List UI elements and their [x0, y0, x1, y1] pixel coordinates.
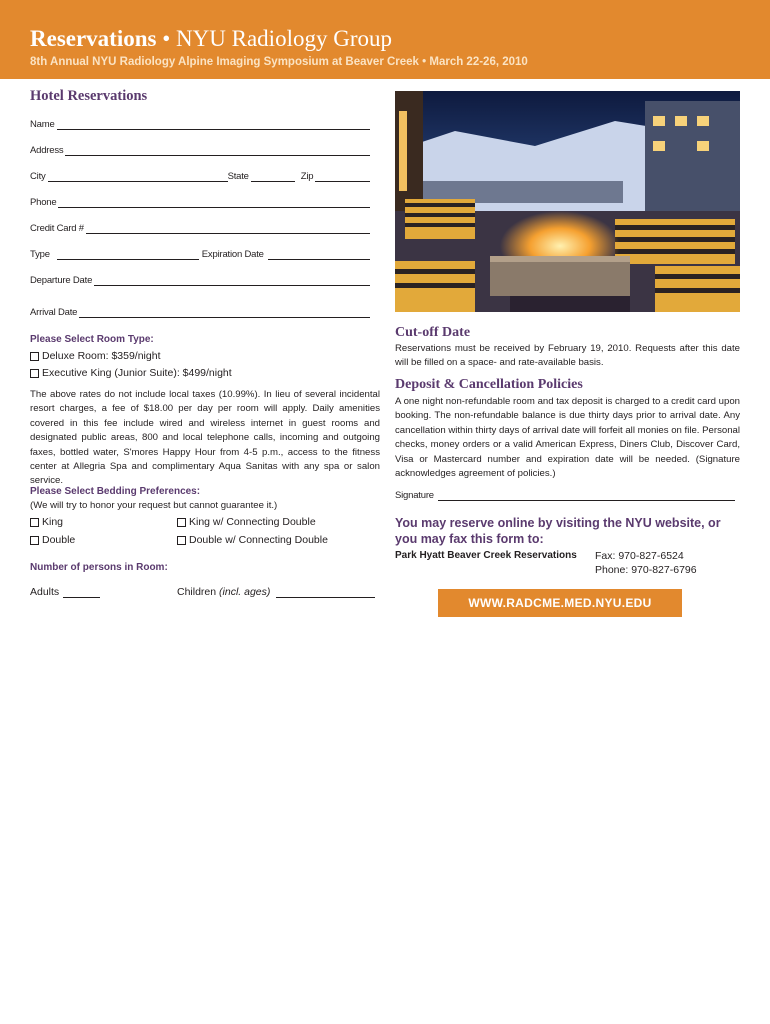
- signature-label: Signature: [395, 490, 434, 501]
- double-connecting-checkbox[interactable]: [177, 534, 328, 546]
- executive-king-checkbox[interactable]: [30, 367, 232, 379]
- type-label: Type: [30, 249, 50, 260]
- double-box[interactable]: [30, 536, 39, 545]
- hotel-name: Park Hyatt Beaver Creek Reservations: [395, 550, 577, 561]
- deposit-title: Deposit & Cancellation Policies: [395, 377, 583, 392]
- phone-label: Phone: [30, 197, 57, 208]
- city-label: City: [30, 171, 46, 182]
- signature-field[interactable]: [395, 487, 735, 501]
- header-band: [0, 0, 770, 79]
- bedding-note: (We will try to honor your request but cannot guarantee it.): [30, 500, 278, 511]
- rates-note: The above rates do not include local taxes (10.99%). In lieu of several incidental resort charges, a fee of $18.00 per day per room will apply. Daily amenities covered in this fee include wired and wireless internet in guest rooms and designated public areas, 800 and local telephone calls, incoming and outgoing faxes, bottled water, S'mores Happy Hour from 4-5 p.m., access to the fitness center at Allegria Spa and complimentary Aqua Sanitas with any spa or salon service.: [30, 389, 380, 487]
- name-label: Name: [30, 119, 55, 130]
- executive-king-box[interactable]: [30, 369, 39, 378]
- name-field[interactable]: [30, 116, 370, 130]
- cutoff-title: Cut-off Date: [395, 325, 471, 340]
- arrival-date-field[interactable]: [30, 304, 370, 318]
- king-checkbox[interactable]: [30, 516, 63, 528]
- children-note: (incl. ages): [219, 586, 271, 598]
- fax-number: Fax: 970-827-6524: [595, 550, 684, 562]
- king-connecting-box[interactable]: [177, 518, 186, 527]
- king-box[interactable]: [30, 518, 39, 527]
- deposit-text: A one night non-refundable room and tax deposit is charged to a credit card upon booking. The non-refundable balance is due thirty days prior to arrival date. Any cancellation within thirty days of arrival date will forfeit all monies on file. Personal checks, money orders or a valid American Express, Diners Club, Discover Card, Visa or Mastercard number and expiration date will be needed. (Signature acknowledges agreement of policies.): [395, 396, 741, 480]
- persons-title: Number of persons in Room:: [30, 562, 168, 573]
- phone-number: Phone: 970-827-6796: [595, 564, 697, 576]
- king-label: King: [42, 516, 64, 528]
- type-expiration-row: [30, 246, 370, 260]
- state-field[interactable]: [251, 173, 295, 182]
- room-type-title: Please Select Room Type:: [30, 334, 154, 345]
- cutoff-text: Reservations must be received by February 19, 2010. Requests after this date will be filled on a space- and rate-available basis.: [395, 343, 740, 369]
- bedding-title: Please Select Bedding Preferences:: [30, 486, 201, 497]
- hotel-reservations-title: Hotel Reservations: [30, 88, 148, 104]
- adults-field[interactable]: [30, 584, 100, 598]
- resort-firepit-photo: [395, 91, 740, 312]
- zip-label: Zip: [300, 171, 314, 182]
- departure-label: Departure Date: [30, 275, 93, 286]
- reserve-title: You may reserve online by visiting the NYU website, or you may fax this form to:: [395, 516, 721, 546]
- expiration-field[interactable]: [268, 251, 370, 260]
- adults-label: Adults: [30, 586, 60, 598]
- address-label: Address: [30, 145, 64, 156]
- double-checkbox[interactable]: [30, 534, 75, 546]
- page-title: Reservations • NYU Radiology Group: [30, 26, 392, 51]
- deluxe-room-box[interactable]: [30, 352, 39, 361]
- departure-date-field[interactable]: [30, 272, 370, 286]
- king-connecting-label: King w/ Connecting Double: [189, 516, 316, 528]
- executive-king-label: Executive King (Junior Suite): $499/night: [42, 367, 232, 379]
- arrival-label: Arrival Date: [30, 307, 78, 318]
- website-link[interactable]: WWW.RADCME.MED.NYU.EDU: [438, 589, 682, 617]
- event-subtitle: 8th Annual NYU Radiology Alpine Imaging Symposium at Beaver Creek • March 22-26, 2010: [30, 56, 528, 68]
- expiration-label: Expiration Date: [201, 249, 264, 260]
- children-field[interactable]: [177, 584, 375, 598]
- deluxe-room-checkbox[interactable]: [30, 350, 161, 362]
- double-connecting-label: Double w/ Connecting Double: [189, 534, 328, 546]
- king-connecting-checkbox[interactable]: [177, 516, 316, 528]
- phone-field[interactable]: [30, 194, 370, 208]
- double-label: Double: [42, 534, 76, 546]
- children-label: Children: [177, 586, 217, 598]
- city-state-zip-row: [30, 168, 370, 182]
- double-connecting-box[interactable]: [177, 536, 186, 545]
- zip-field[interactable]: [315, 173, 370, 182]
- card-type-field[interactable]: [57, 251, 199, 260]
- state-label: State: [227, 171, 249, 182]
- deluxe-room-label: Deluxe Room: $359/night: [42, 350, 161, 362]
- credit-card-label: Credit Card #: [30, 223, 84, 234]
- address-field[interactable]: [30, 142, 370, 156]
- credit-card-field[interactable]: [30, 220, 370, 234]
- city-field[interactable]: [48, 173, 228, 182]
